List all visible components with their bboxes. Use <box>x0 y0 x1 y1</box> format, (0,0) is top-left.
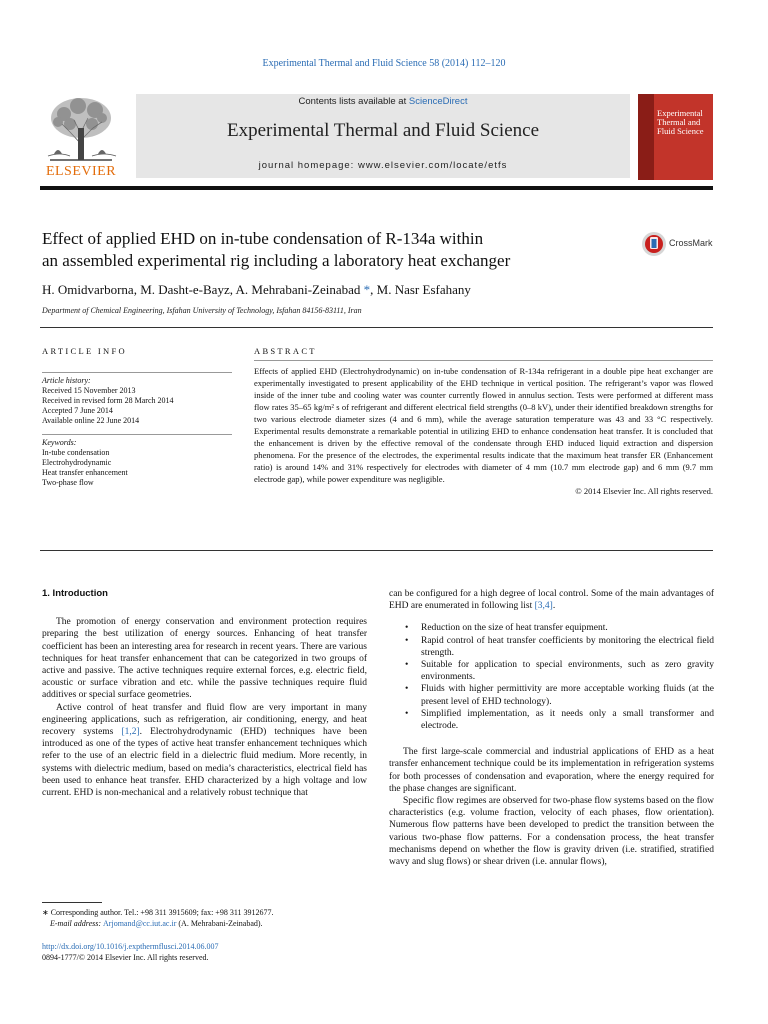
elsevier-logo[interactable] <box>40 94 122 180</box>
advantages-list <box>403 622 714 732</box>
article-title <box>42 228 622 272</box>
journal-masthead <box>136 94 630 178</box>
journal-homepage <box>136 160 630 171</box>
contents-line <box>136 96 630 107</box>
info-separator <box>42 434 232 435</box>
keyword-item: Two-phase flow <box>42 478 94 487</box>
homepage-prefix: journal homepage: <box>258 160 358 171</box>
reference-link[interactable]: [1,2] <box>121 727 140 738</box>
cover-strip <box>638 94 654 180</box>
journal-cover[interactable] <box>638 94 713 180</box>
paragraph: The first large-scale commercial and industrial applications of EHD as a heat transfer enhancement technique could be its implementation in refrigeration systems for both processes of condensation and evaporation, where the energy required for the phase changes are significant. <box>389 747 714 794</box>
list-item: • Simplified implementation, as it needs only a small transformer and electrode. <box>403 708 714 732</box>
title-line-2: an assembled experimental rig including a laboratory heat exchanger <box>42 251 511 270</box>
journal-citation[interactable]: Experimental Thermal and Fluid Science 58 (2014) 112–120 <box>262 58 506 69</box>
info-separator <box>42 372 232 373</box>
contents-prefix: Contents lists available at <box>298 96 409 107</box>
journal-header <box>40 86 713 182</box>
paragraph <box>42 702 367 800</box>
right-column <box>389 588 714 868</box>
keywords-label: Keywords: <box>42 438 77 447</box>
introduction-heading: 1. Introduction <box>42 588 108 599</box>
paragraph-text: . <box>552 601 556 612</box>
corresponding-author-note: ∗ Corresponding author. Tel.: +98 311 3915609; fax: +98 311 3912677. <box>42 908 274 917</box>
abstract <box>254 366 713 497</box>
list-item: • Rapid control of heat transfer coefficients by monitoring the electrical field strength. <box>403 635 714 659</box>
history-item: Received in revised form 28 March 2014 <box>42 396 174 405</box>
footnote-rule <box>42 902 102 903</box>
list-item: • Reduction on the size of heat transfer equipment. <box>403 622 714 634</box>
corresponding-author-marker[interactable]: * <box>363 282 371 297</box>
doi-link[interactable]: http://dx.doi.org/10.1016/j.expthermflusci.2014.06.007 <box>42 942 219 951</box>
reference-link[interactable]: [3,4] <box>534 601 553 612</box>
keyword-item: In-tube condensation <box>42 448 110 457</box>
elsevier-tree-icon <box>40 94 122 164</box>
paragraph: The promotion of energy conservation and environment protection requires preparing the best utilization of energy sources. Enhancing of heat transfer coefficient has been an interesting area for research in recent years. There are various techniques for heat transfer enhancement that can be categorized in two groups of active and passive. The active techniques require external forces, e.g. electric field, acoustic or surface vibration and etc. while the passive techniques require fluid additives or special surface geometries. <box>42 617 367 701</box>
article-info-heading: ARTICLE INFO <box>42 346 127 356</box>
paragraph-text: Active control of heat transfer and fluid flow are very important in many engineering applications, such as refrigeration, air conditioning, energy, and heat recovery systems <box>42 702 367 738</box>
title-line-1: Effect of applied EHD on in-tube condensation of R-134a within <box>42 229 484 248</box>
email-tail: (A. Mehrabani-Zeinabad). <box>176 919 263 928</box>
keyword-item: Heat transfer enhancement <box>42 468 128 477</box>
abstract-heading: ABSTRACT <box>254 346 317 356</box>
homepage-link[interactable]: www.elsevier.com/locate/etfs <box>357 160 508 171</box>
abstract-copyright: © 2014 Elsevier Inc. All rights reserved. <box>575 486 713 496</box>
crossmark-badge[interactable] <box>641 231 717 257</box>
publisher-name: ELSEVIER <box>45 164 117 179</box>
email-link[interactable]: Arjomand@cc.iut.ac.ir <box>103 919 177 928</box>
sciencedirect-link[interactable]: ScienceDirect <box>408 96 468 107</box>
paragraph-text: . Electrohydrodynamic (EHD) techniques have been introduced as one of the types of active heat transfer enhancement techniques which refer to the use of an electric field in a dielectric fluid medium. More recently, in systems with dielectric medium, based on media’s characteristics, electrical field has been used to enhance heat transfer. EHD characterized by a high voltage and low current. EHD is non-mechanical and a relatively robust technique that <box>42 727 367 799</box>
history-item: Received 15 November 2013 <box>42 386 136 395</box>
history-item: Accepted 7 June 2014 <box>42 406 113 415</box>
list-item: • Suitable for application to special environments, such as zero gravity environments. <box>403 659 714 683</box>
left-column <box>42 588 367 799</box>
paragraph-text: can be configured for a high degree of local control. Some of the main advantages of EHD are enumerated in following list <box>389 589 714 612</box>
header-rule <box>40 186 713 190</box>
paragraph <box>389 588 714 612</box>
authors-tail[interactable]: , M. Nasr Esfahany <box>370 282 471 297</box>
issn-line: 0894-1777/© 2014 Elsevier Inc. All rights reserved. <box>42 953 209 962</box>
history-label: Article history: <box>42 376 91 385</box>
authors-main[interactable]: H. Omidvarborna, M. Dasht-e-Bayz, A. Mehrabani-Zeinabad <box>42 282 361 297</box>
paragraph: Specific flow regimes are observed for two-phase flow systems based on the flow characteristics (e.g. volume fraction, velocity of each phases, flow orientation). Numerous flow patterns have been developed to predict the transition between the various two-phase flow patterns. For a condensation process, the heat transfer mechanisms depend on whether the flow is gravity driven (i.e. stratified, stratified wavy and slug flows) or shear driven (i.e. annular flows), <box>389 796 714 868</box>
abstract-rule <box>40 550 713 551</box>
abstract-separator <box>254 360 713 361</box>
history-item: Available online 22 June 2014 <box>42 416 140 425</box>
crossmark-icon <box>641 231 667 257</box>
email-label: E-mail address: <box>50 919 104 928</box>
keyword-item: Electrohydrodynamic <box>42 458 112 467</box>
affiliation-rule <box>40 327 713 328</box>
article-info <box>42 368 232 488</box>
author-list <box>42 282 471 298</box>
list-item: • Fluids with higher permittivity are more acceptable working fluids (at the present level of EHD technology). <box>403 683 714 707</box>
email-line <box>42 918 274 929</box>
abstract-text: Effects of applied EHD (Electrohydrodynamic) on in-tube condensation of R-134a refrigerant in a double pipe heat exchanger are experimentally investigated to present applicability of the EHD technique in vertical position. The refrigerant’s vapor was flowed inside of the inner tube and cooling water was counter currently flowed in annulus section. Tests were performed at different mass flow rates 35–65 kg/m² s of refrigerant and different electrical field strengths (0–8 kV), under their identified breakdown strengths for two various electrode diameter sizes (4 and 6 mm), while the average saturation temperature was 43 and 33 °C respectively. Experimental results demonstrate a remarkable potential in utilizing EHD to enhance condensation heat transfer. It is concluded that the enhancement is driven by the effective removal of the condensate through EHD induced liquid extraction and dispersion phenomena. For the presence of the electrodes, the experimental results indicate that the maximum heat transfer ER (Enhancement ratio) is around 14% and 31% respectively for electrodes with diameter of 4 mm (10.7 mm electrode gap) and 6 mm (9.7 mm electrode gap), while power expenditure was negligible. <box>254 366 713 484</box>
doi-block <box>42 941 219 963</box>
cover-title: Experimental Thermal and Fluid Science <box>657 108 704 136</box>
footnote <box>42 907 274 929</box>
journal-title: Experimental Thermal and Fluid Science <box>227 120 539 141</box>
affiliation: Department of Chemical Engineering, Isfahan University of Technology, Isfahan 84156-83111, Iran <box>42 306 362 315</box>
crossmark-label: CrossMark <box>669 238 713 248</box>
